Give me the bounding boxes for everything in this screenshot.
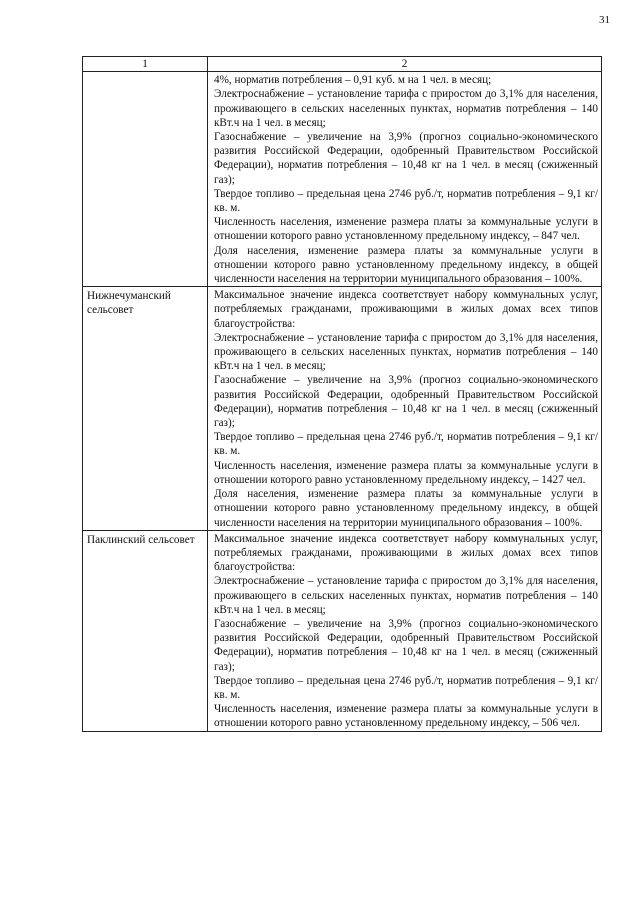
table-row — [83, 530, 602, 731]
paragraph: Газоснабжение – увеличение на 3,9% (прогноз социально-экономического развития Российской Федерации, одобренный Правительством Российской Федерации), норматив потребления – 10,48 кг на 1 чел. в месяц (сжиженный газ); — [214, 617, 598, 673]
paragraph: Электроснабжение – установление тарифа с приростом до 3,1% для населения, проживающего в сельских населенных пунктах, норматив потребления – 140 кВт.ч на 1 чел. в месяц; — [214, 331, 598, 373]
paragraph: Численность населения, изменение размера платы за коммунальные услуги в отношении которого равно установленному предельному индексу, – 506 чел. — [214, 703, 598, 730]
paragraph: Численность населения, изменение размера платы за коммунальные услуги в отношении которого равно установленному предельному индексу, – 1427 чел. — [214, 459, 598, 486]
municipality-name: Паклинский сельсовет — [83, 530, 208, 731]
municipality-name — [83, 72, 208, 287]
column-header-2: 2 — [208, 57, 602, 72]
municipality-description — [208, 530, 602, 731]
page-number: 31 — [599, 14, 610, 26]
paragraph: Твердое топливо – предельная цена 2746 руб./т, норматив потребления – 9,1 кг/кв. м. — [214, 674, 598, 701]
paragraph: Электроснабжение – установление тарифа с приростом до 3,1% для населения, проживающего в сельских населенных пунктах, норматив потребления – 140 кВт.ч на 1 чел. в месяц; — [214, 575, 598, 616]
table-row — [83, 72, 602, 287]
table-row — [83, 287, 602, 530]
paragraph: Максимальное значение индекса соответствует набору коммунальных услуг, потребляемых гражданами, проживающими в жилых домах всех типов благоустройства: — [214, 289, 598, 330]
table-header-row — [83, 57, 602, 72]
paragraph: Доля населения, изменение размера платы за коммунальные услуги в отношении которого равно установленному предельному индексу, в общей численности населения на территории муниципального образования – 100%. — [214, 244, 598, 286]
paragraph: Газоснабжение – увеличение на 3,9% (прогноз социально-экономического развития Российской Федерации, одобренный Правительством Российской Федерации), норматив потребления – 10,48 кг на 1 чел. в месяц (сжиженный газ); — [214, 374, 598, 430]
paragraph: Доля населения, изменение размера платы за коммунальные услуги в отношении которого равно установленному предельному индексу, в общей численности населения на территории муниципального образования – 100%. — [214, 488, 598, 529]
municipality-description — [208, 72, 602, 287]
municipality-description — [208, 287, 602, 530]
paragraph: Твердое топливо – предельная цена 2746 руб./т, норматив потребления – 9,1 кг/кв. м. — [214, 187, 598, 215]
paragraph: Максимальное значение индекса соответствует набору коммунальных услуг, потребляемых гражданами, проживающими в жилых домах всех типов благоустройства: — [214, 532, 598, 574]
municipality-name: Нижнечуманский сельсовет — [83, 287, 208, 530]
paragraph: 4%, норматив потребления – 0,91 куб. м на 1 чел. в месяц; — [214, 74, 492, 87]
paragraph: Газоснабжение – увеличение на 3,9% (прогноз социально-экономического развития Российской Федерации, одобренный Правительством Российской Федерации), норматив потребления – 10,48 кг на 1 чел. в месяц (сжиженный газ); — [214, 131, 598, 186]
paragraph: Электроснабжение – установление тарифа с приростом до 3,1% для населения, проживающего в сельских населенных пунктах, норматив потребления – 140 кВт.ч на 1 чел. в месяц; — [214, 88, 598, 129]
column-header-1: 1 — [83, 57, 208, 72]
paragraph: Твердое топливо – предельная цена 2746 руб./т, норматив потребления – 9,1 кг/кв. м. — [214, 431, 598, 458]
paragraph: Численность населения, изменение размера платы за коммунальные услуги в отношении которого равно установленному предельному индексу, – 847 чел. — [214, 216, 598, 243]
indices-table — [82, 56, 602, 732]
